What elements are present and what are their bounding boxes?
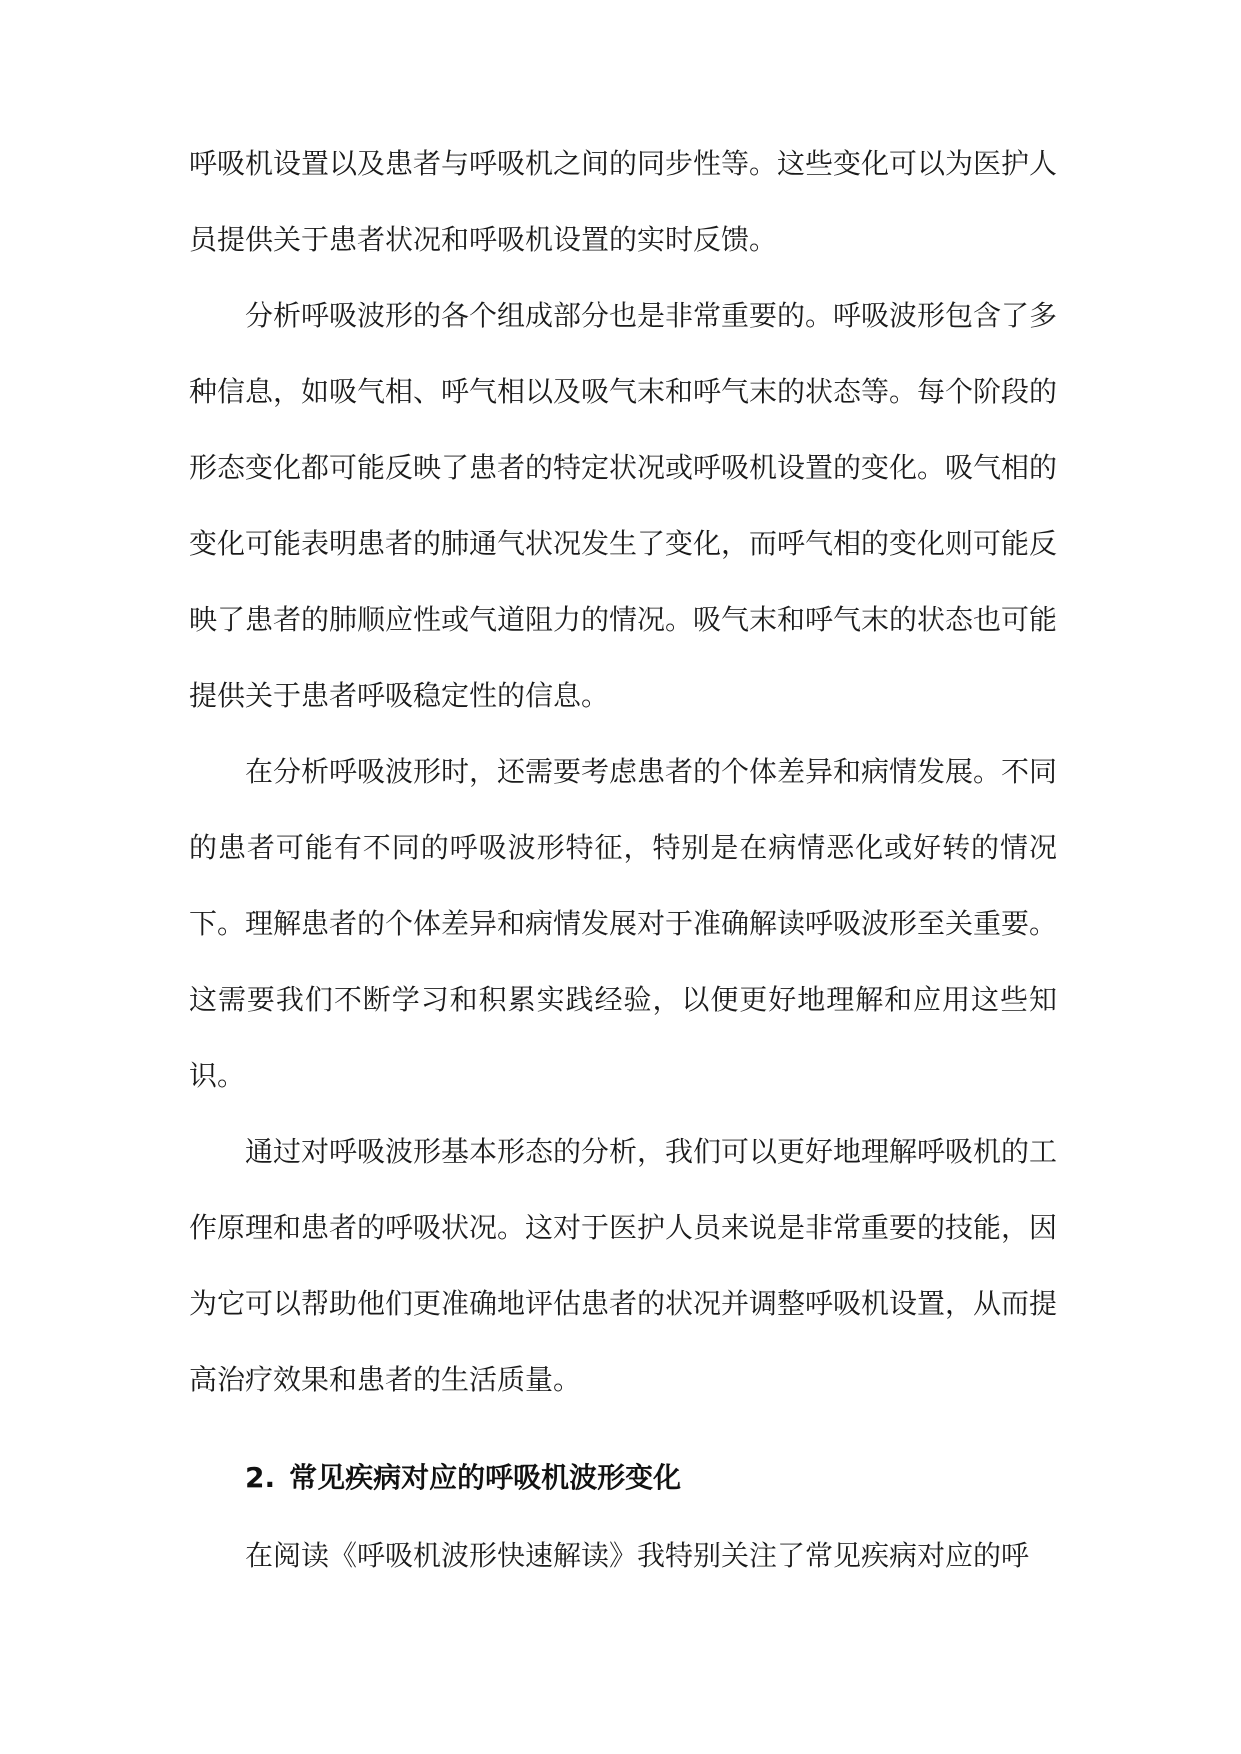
paragraph-section-intro: 在阅读《呼吸机波形快速解读》我特别关注了常见疾病对应的呼 [245, 1539, 1030, 1572]
paragraph-waveform-components: 分析呼吸波形的各个组成部分也是非常重要的。呼吸波形包含了多种信息，如吸气相、呼气相以及吸气末和呼气末的状态等。每个阶段的形态变化都可能反映了患者的特定状况或呼吸机设置的变化。吸气相的变化可能表明患者的肺通气状况发生了变化，而呼气相的变化则可能反映了患者的肺顺应性或气道阻力的情况。吸气末和呼气末的状态也可能提供关于患者呼吸稳定性的信息。 [189, 299, 1058, 712]
paragraph-continuation: 呼吸机设置以及患者与呼吸机之间的同步性等。这些变化可以为医护人员提供关于患者状况和呼吸机设置的实时反馈。 [189, 147, 1058, 256]
section-title: 常见疾病对应的呼吸机波形变化 [289, 1461, 682, 1494]
section-heading [189, 1438, 1057, 1518]
document-body [189, 126, 1057, 1594]
paragraph-individual-differences: 在分析呼吸波形时，还需要考虑患者的个体差异和病情发展。不同的患者可能有不同的呼吸波形特征，特别是在病情恶化或好转的情况下。理解患者的个体差异和病情发展对于准确解读呼吸波形至关重要。这需要我们不断学习和积累实践经验，以便更好地理解和应用这些知识。 [189, 755, 1058, 1092]
section-number: 2. [245, 1461, 276, 1494]
paragraph-conclusion: 通过对呼吸波形基本形态的分析，我们可以更好地理解呼吸机的工作原理和患者的呼吸状况。这对于医护人员来说是非常重要的技能，因为它可以帮助他们更准确地评估患者的状况并调整呼吸机设置，从而提高治疗效果和患者的生活质量。 [189, 1135, 1058, 1396]
